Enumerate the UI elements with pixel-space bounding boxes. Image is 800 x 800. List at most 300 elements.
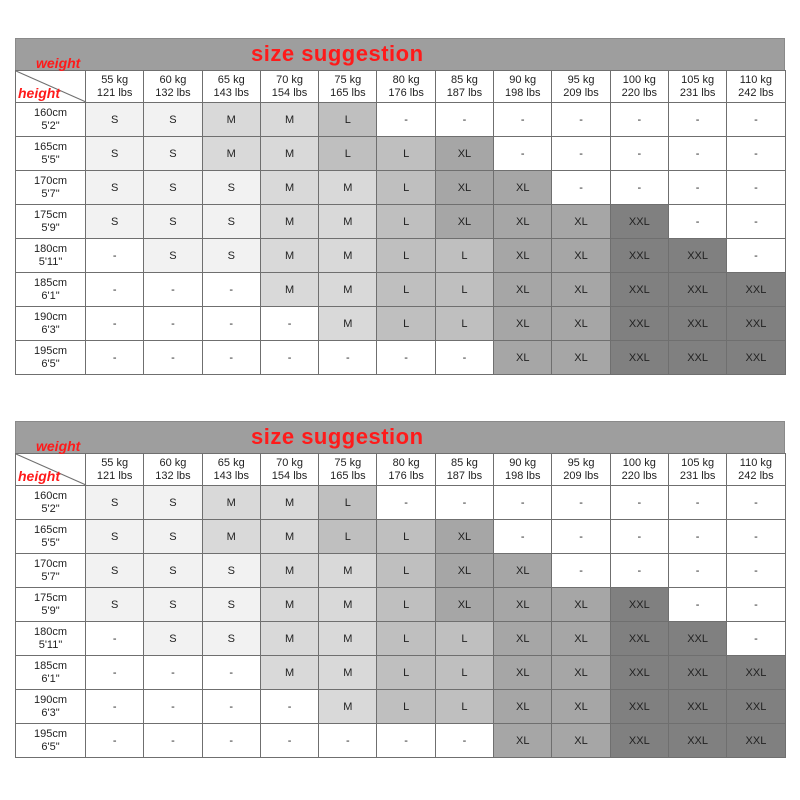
size-cell: M	[319, 171, 377, 205]
height-header	[16, 486, 86, 520]
weight-lbs: 231 lbs	[679, 469, 716, 482]
size-cell: M	[260, 520, 318, 554]
size-cell: XL	[435, 171, 493, 205]
size-cell: -	[144, 307, 202, 341]
size-cell: -	[610, 520, 668, 554]
size-cell: -	[260, 341, 318, 375]
weight-header	[144, 71, 202, 103]
weight-lbs: 198 lbs	[504, 469, 541, 482]
size-cell: L	[377, 171, 435, 205]
weight-header	[377, 71, 435, 103]
size-cell: L	[435, 690, 493, 724]
size-cell: S	[202, 554, 260, 588]
size-cell: -	[86, 273, 144, 307]
weight-header-row	[16, 71, 786, 103]
size-cell: M	[202, 103, 260, 137]
size-cell: -	[144, 273, 202, 307]
weight-header	[260, 71, 318, 103]
size-cell: -	[552, 520, 610, 554]
size-cell: -	[202, 273, 260, 307]
height-ft: 6'1"	[41, 289, 60, 302]
weight-lbs: 132 lbs	[155, 86, 191, 99]
weight-kg: 60 kg	[159, 456, 187, 469]
weight-lbs: 242 lbs	[738, 469, 774, 482]
size-cell: S	[202, 239, 260, 273]
height-ft: 5'9"	[41, 221, 60, 234]
size-cell: -	[552, 171, 610, 205]
size-cell: S	[86, 588, 144, 622]
size-cell: XL	[494, 341, 552, 375]
size-cell: -	[86, 307, 144, 341]
weight-lbs: 231 lbs	[679, 86, 716, 99]
size-cell: XL	[435, 205, 493, 239]
size-cell: XXL	[610, 307, 668, 341]
size-table-body	[16, 103, 786, 375]
size-cell: M	[260, 656, 318, 690]
size-cell: M	[260, 205, 318, 239]
table-row	[16, 486, 786, 520]
size-chart-bottom	[15, 421, 785, 758]
weight-header	[377, 454, 435, 486]
weight-kg: 110 kg	[739, 456, 773, 469]
weight-lbs: 165 lbs	[330, 86, 366, 99]
size-cell: L	[319, 520, 377, 554]
size-cell: S	[202, 588, 260, 622]
size-cell: XXL	[668, 341, 726, 375]
size-cell: M	[260, 239, 318, 273]
size-cell: -	[727, 520, 785, 554]
size-cell: XXL	[727, 307, 785, 341]
size-cell: -	[202, 341, 260, 375]
height-ft: 5'5"	[41, 536, 60, 549]
size-cell: -	[727, 622, 785, 656]
size-cell: -	[727, 588, 785, 622]
weight-kg: 80 kg	[392, 456, 420, 469]
table-row	[16, 554, 786, 588]
size-cell: -	[435, 341, 493, 375]
size-cell: XL	[552, 690, 610, 724]
height-header	[16, 171, 86, 205]
size-cell: XXL	[668, 239, 726, 273]
size-cell: XL	[435, 554, 493, 588]
size-cell: S	[86, 103, 144, 137]
weight-kg: 75 kg	[334, 456, 362, 469]
size-cell: S	[202, 205, 260, 239]
size-cell: -	[377, 341, 435, 375]
table-row	[16, 724, 786, 758]
size-cell: -	[552, 486, 610, 520]
height-header	[16, 690, 86, 724]
height-cm: 165cm	[33, 523, 68, 536]
corner-height-label: height	[18, 85, 60, 101]
height-cm: 190cm	[33, 693, 68, 706]
size-cell: L	[377, 690, 435, 724]
size-cell: XXL	[610, 724, 668, 758]
size-cell: -	[260, 724, 318, 758]
height-cm: 170cm	[33, 174, 68, 187]
size-cell: M	[319, 273, 377, 307]
size-cell: -	[494, 103, 552, 137]
size-cell: -	[668, 103, 726, 137]
weight-lbs: 209 lbs	[563, 86, 599, 99]
size-cell: XL	[552, 724, 610, 758]
size-cell: S	[144, 103, 202, 137]
weight-kg: 105 kg	[681, 73, 715, 86]
size-cell: -	[377, 724, 435, 758]
title-bar	[15, 38, 785, 70]
size-cell: -	[260, 307, 318, 341]
size-cell: S	[144, 554, 202, 588]
table-row	[16, 520, 786, 554]
height-cm: 160cm	[33, 489, 68, 502]
weight-lbs: 143 lbs	[213, 86, 249, 99]
size-cell: -	[144, 724, 202, 758]
size-cell: XXL	[610, 690, 668, 724]
size-cell: -	[377, 486, 435, 520]
size-cell: -	[86, 341, 144, 375]
height-ft: 5'2"	[41, 119, 60, 132]
size-cell: XXL	[668, 656, 726, 690]
size-cell: M	[319, 239, 377, 273]
size-cell: XL	[435, 588, 493, 622]
size-cell: -	[610, 103, 668, 137]
size-cell: S	[86, 486, 144, 520]
size-cell: -	[319, 724, 377, 758]
size-cell: XXL	[610, 341, 668, 375]
size-cell: -	[435, 724, 493, 758]
height-cm: 165cm	[33, 140, 68, 153]
size-cell: M	[319, 656, 377, 690]
table-row	[16, 205, 786, 239]
weight-kg: 65 kg	[217, 456, 245, 469]
height-cm: 185cm	[33, 659, 68, 672]
size-cell: S	[144, 520, 202, 554]
height-header	[16, 656, 86, 690]
size-cell: M	[202, 137, 260, 171]
weight-header	[435, 454, 493, 486]
height-ft: 5'2"	[41, 502, 60, 515]
height-ft: 6'5"	[41, 740, 60, 753]
weight-header	[86, 71, 144, 103]
size-cell: -	[552, 103, 610, 137]
size-cell: -	[202, 307, 260, 341]
weight-kg: 105 kg	[681, 456, 715, 469]
size-cell: S	[144, 239, 202, 273]
table-row	[16, 273, 786, 307]
size-cell: XXL	[668, 690, 726, 724]
weight-header	[319, 454, 377, 486]
weight-header	[319, 71, 377, 103]
size-cell: S	[86, 137, 144, 171]
size-cell: XL	[494, 205, 552, 239]
size-cell: -	[727, 103, 785, 137]
size-cell: L	[435, 273, 493, 307]
size-cell: L	[377, 273, 435, 307]
weight-header	[552, 454, 610, 486]
weight-lbs: 198 lbs	[504, 86, 541, 99]
weight-kg: 65 kg	[217, 73, 245, 86]
size-table-body	[16, 486, 786, 758]
size-cell: -	[668, 520, 726, 554]
size-cell: S	[202, 171, 260, 205]
size-cell: M	[319, 554, 377, 588]
size-cell: XL	[435, 137, 493, 171]
size-cell: -	[86, 724, 144, 758]
size-cell: XL	[494, 171, 552, 205]
weight-header	[494, 71, 552, 103]
size-cell: S	[86, 171, 144, 205]
size-cell: XXL	[610, 205, 668, 239]
corner-height-label: height	[18, 468, 60, 484]
size-cell: XXL	[610, 622, 668, 656]
size-cell: M	[260, 622, 318, 656]
table-row	[16, 171, 786, 205]
weight-header	[260, 454, 318, 486]
height-header	[16, 137, 86, 171]
size-table	[15, 438, 786, 758]
size-cell: XL	[494, 656, 552, 690]
weight-header	[144, 454, 202, 486]
size-cell: M	[260, 588, 318, 622]
height-header	[16, 724, 86, 758]
size-cell: -	[202, 656, 260, 690]
weight-header	[86, 454, 144, 486]
height-ft: 5'7"	[41, 570, 60, 583]
weight-header	[668, 71, 726, 103]
weight-header	[727, 454, 785, 486]
weight-kg: 70 kg	[276, 456, 303, 469]
size-table	[15, 55, 786, 375]
size-cell: -	[668, 588, 726, 622]
size-cell: L	[377, 622, 435, 656]
weight-header	[552, 71, 610, 103]
corner-weight-label: weight	[36, 55, 81, 71]
size-cell: -	[610, 171, 668, 205]
weight-kg: 80 kg	[392, 73, 420, 86]
size-cell: M	[260, 554, 318, 588]
height-ft: 5'9"	[41, 604, 60, 617]
size-cell: -	[319, 341, 377, 375]
weight-lbs: 176 lbs	[388, 469, 424, 482]
table-row	[16, 690, 786, 724]
size-cell: XL	[552, 239, 610, 273]
weight-lbs: 154 lbs	[271, 86, 308, 99]
size-cell: -	[144, 656, 202, 690]
size-cell: -	[727, 205, 785, 239]
size-cell: -	[86, 239, 144, 273]
weight-lbs: 176 lbs	[388, 86, 424, 99]
weight-header	[435, 71, 493, 103]
weight-kg: 55 kg	[101, 73, 129, 86]
height-ft: 6'3"	[41, 706, 60, 719]
weight-kg: 70 kg	[276, 73, 303, 86]
size-cell: XXL	[668, 273, 726, 307]
size-cell: M	[260, 273, 318, 307]
size-cell: -	[727, 171, 785, 205]
size-cell: M	[319, 622, 377, 656]
height-cm: 180cm	[33, 242, 68, 255]
size-cell: XL	[494, 239, 552, 273]
size-cell: -	[260, 690, 318, 724]
table-row	[16, 656, 786, 690]
size-cell: M	[260, 103, 318, 137]
height-cm: 195cm	[33, 727, 68, 740]
size-cell: L	[319, 103, 377, 137]
size-cell: -	[727, 137, 785, 171]
size-cell: -	[377, 103, 435, 137]
height-header	[16, 239, 86, 273]
size-cell: XL	[552, 656, 610, 690]
height-header	[16, 205, 86, 239]
size-cell: XL	[494, 307, 552, 341]
height-header	[16, 622, 86, 656]
size-cell: XXL	[610, 656, 668, 690]
size-cell: M	[319, 690, 377, 724]
size-cell: M	[319, 307, 377, 341]
size-cell: XL	[494, 588, 552, 622]
size-cell: XL	[494, 273, 552, 307]
size-cell: XL	[552, 341, 610, 375]
weight-lbs: 242 lbs	[738, 86, 774, 99]
weight-kg: 85 kg	[450, 73, 478, 86]
weight-lbs: 143 lbs	[213, 469, 249, 482]
weight-header	[727, 71, 785, 103]
weight-kg: 95 kg	[567, 456, 595, 469]
size-cell: L	[377, 307, 435, 341]
size-cell: S	[202, 622, 260, 656]
size-cell: S	[86, 520, 144, 554]
size-cell: M	[260, 137, 318, 171]
size-cell: -	[435, 103, 493, 137]
size-cell: XXL	[668, 622, 726, 656]
size-cell: XXL	[727, 273, 785, 307]
table-row	[16, 239, 786, 273]
size-cell: L	[377, 588, 435, 622]
height-header	[16, 554, 86, 588]
weight-kg: 75 kg	[334, 73, 362, 86]
size-cell: M	[202, 520, 260, 554]
size-cell: -	[494, 137, 552, 171]
weight-kg: 55 kg	[101, 456, 129, 469]
height-ft: 6'5"	[41, 357, 60, 370]
size-cell: L	[319, 486, 377, 520]
size-cell: -	[668, 554, 726, 588]
size-cell: -	[202, 690, 260, 724]
table-row	[16, 341, 786, 375]
weight-lbs: 121 lbs	[96, 469, 133, 482]
size-cell: XXL	[727, 690, 785, 724]
size-cell: XL	[494, 724, 552, 758]
size-cell: L	[319, 137, 377, 171]
size-cell: S	[144, 171, 202, 205]
height-ft: 5'5"	[41, 153, 60, 166]
size-chart-top	[15, 38, 785, 375]
size-cell: M	[319, 205, 377, 239]
weight-kg: 95 kg	[567, 73, 595, 86]
size-cell: -	[494, 486, 552, 520]
size-cell: -	[727, 554, 785, 588]
weight-header	[202, 71, 260, 103]
weight-lbs: 154 lbs	[271, 469, 308, 482]
height-ft: 5'11"	[38, 638, 63, 651]
size-cell: -	[144, 690, 202, 724]
size-cell: -	[552, 554, 610, 588]
height-header	[16, 273, 86, 307]
weight-lbs: 220 lbs	[621, 86, 658, 99]
size-cell: -	[610, 486, 668, 520]
weight-lbs: 187 lbs	[446, 86, 483, 99]
weight-header-row	[16, 454, 786, 486]
height-ft: 5'11"	[38, 255, 63, 268]
size-cell: XXL	[610, 239, 668, 273]
weight-lbs: 187 lbs	[446, 469, 483, 482]
size-cell: S	[144, 486, 202, 520]
size-cell: -	[552, 137, 610, 171]
table-row	[16, 307, 786, 341]
weight-lbs: 121 lbs	[96, 86, 133, 99]
weight-kg: 60 kg	[159, 73, 187, 86]
size-cell: S	[144, 622, 202, 656]
table-row	[16, 103, 786, 137]
size-cell: -	[144, 341, 202, 375]
size-cell: XL	[435, 520, 493, 554]
size-cell: -	[727, 239, 785, 273]
size-cell: -	[727, 486, 785, 520]
weight-kg: 110 kg	[739, 73, 773, 86]
corner-weight-label: weight	[36, 438, 81, 454]
weight-header	[494, 454, 552, 486]
weight-lbs: 165 lbs	[330, 469, 366, 482]
weight-kg: 85 kg	[450, 456, 478, 469]
size-cell: L	[435, 656, 493, 690]
chart-title: size suggestion	[251, 424, 424, 449]
size-cell: S	[144, 137, 202, 171]
weight-header	[202, 454, 260, 486]
size-cell: -	[202, 724, 260, 758]
size-cell: XXL	[610, 273, 668, 307]
size-cell: -	[610, 137, 668, 171]
height-cm: 195cm	[33, 344, 68, 357]
weight-header	[668, 454, 726, 486]
size-cell: L	[377, 656, 435, 690]
size-cell: -	[86, 656, 144, 690]
weight-kg: 90 kg	[509, 456, 537, 469]
size-cell: S	[144, 588, 202, 622]
size-cell: L	[377, 554, 435, 588]
header-corner	[16, 55, 86, 103]
height-cm: 160cm	[33, 106, 68, 119]
weight-kg: 90 kg	[509, 73, 537, 86]
height-ft: 6'1"	[41, 672, 60, 685]
size-cell: L	[377, 205, 435, 239]
weight-header	[610, 71, 668, 103]
size-cell: -	[668, 486, 726, 520]
size-cell: L	[435, 622, 493, 656]
height-ft: 6'3"	[41, 323, 60, 336]
size-cell: -	[668, 171, 726, 205]
size-cell: XXL	[727, 656, 785, 690]
table-row	[16, 137, 786, 171]
height-header	[16, 307, 86, 341]
height-cm: 170cm	[33, 557, 68, 570]
size-cell: XL	[552, 622, 610, 656]
size-cell: L	[377, 137, 435, 171]
height-cm: 185cm	[33, 276, 68, 289]
size-cell: XXL	[668, 307, 726, 341]
title-bar	[15, 421, 785, 453]
height-header	[16, 520, 86, 554]
size-cell: XL	[552, 205, 610, 239]
